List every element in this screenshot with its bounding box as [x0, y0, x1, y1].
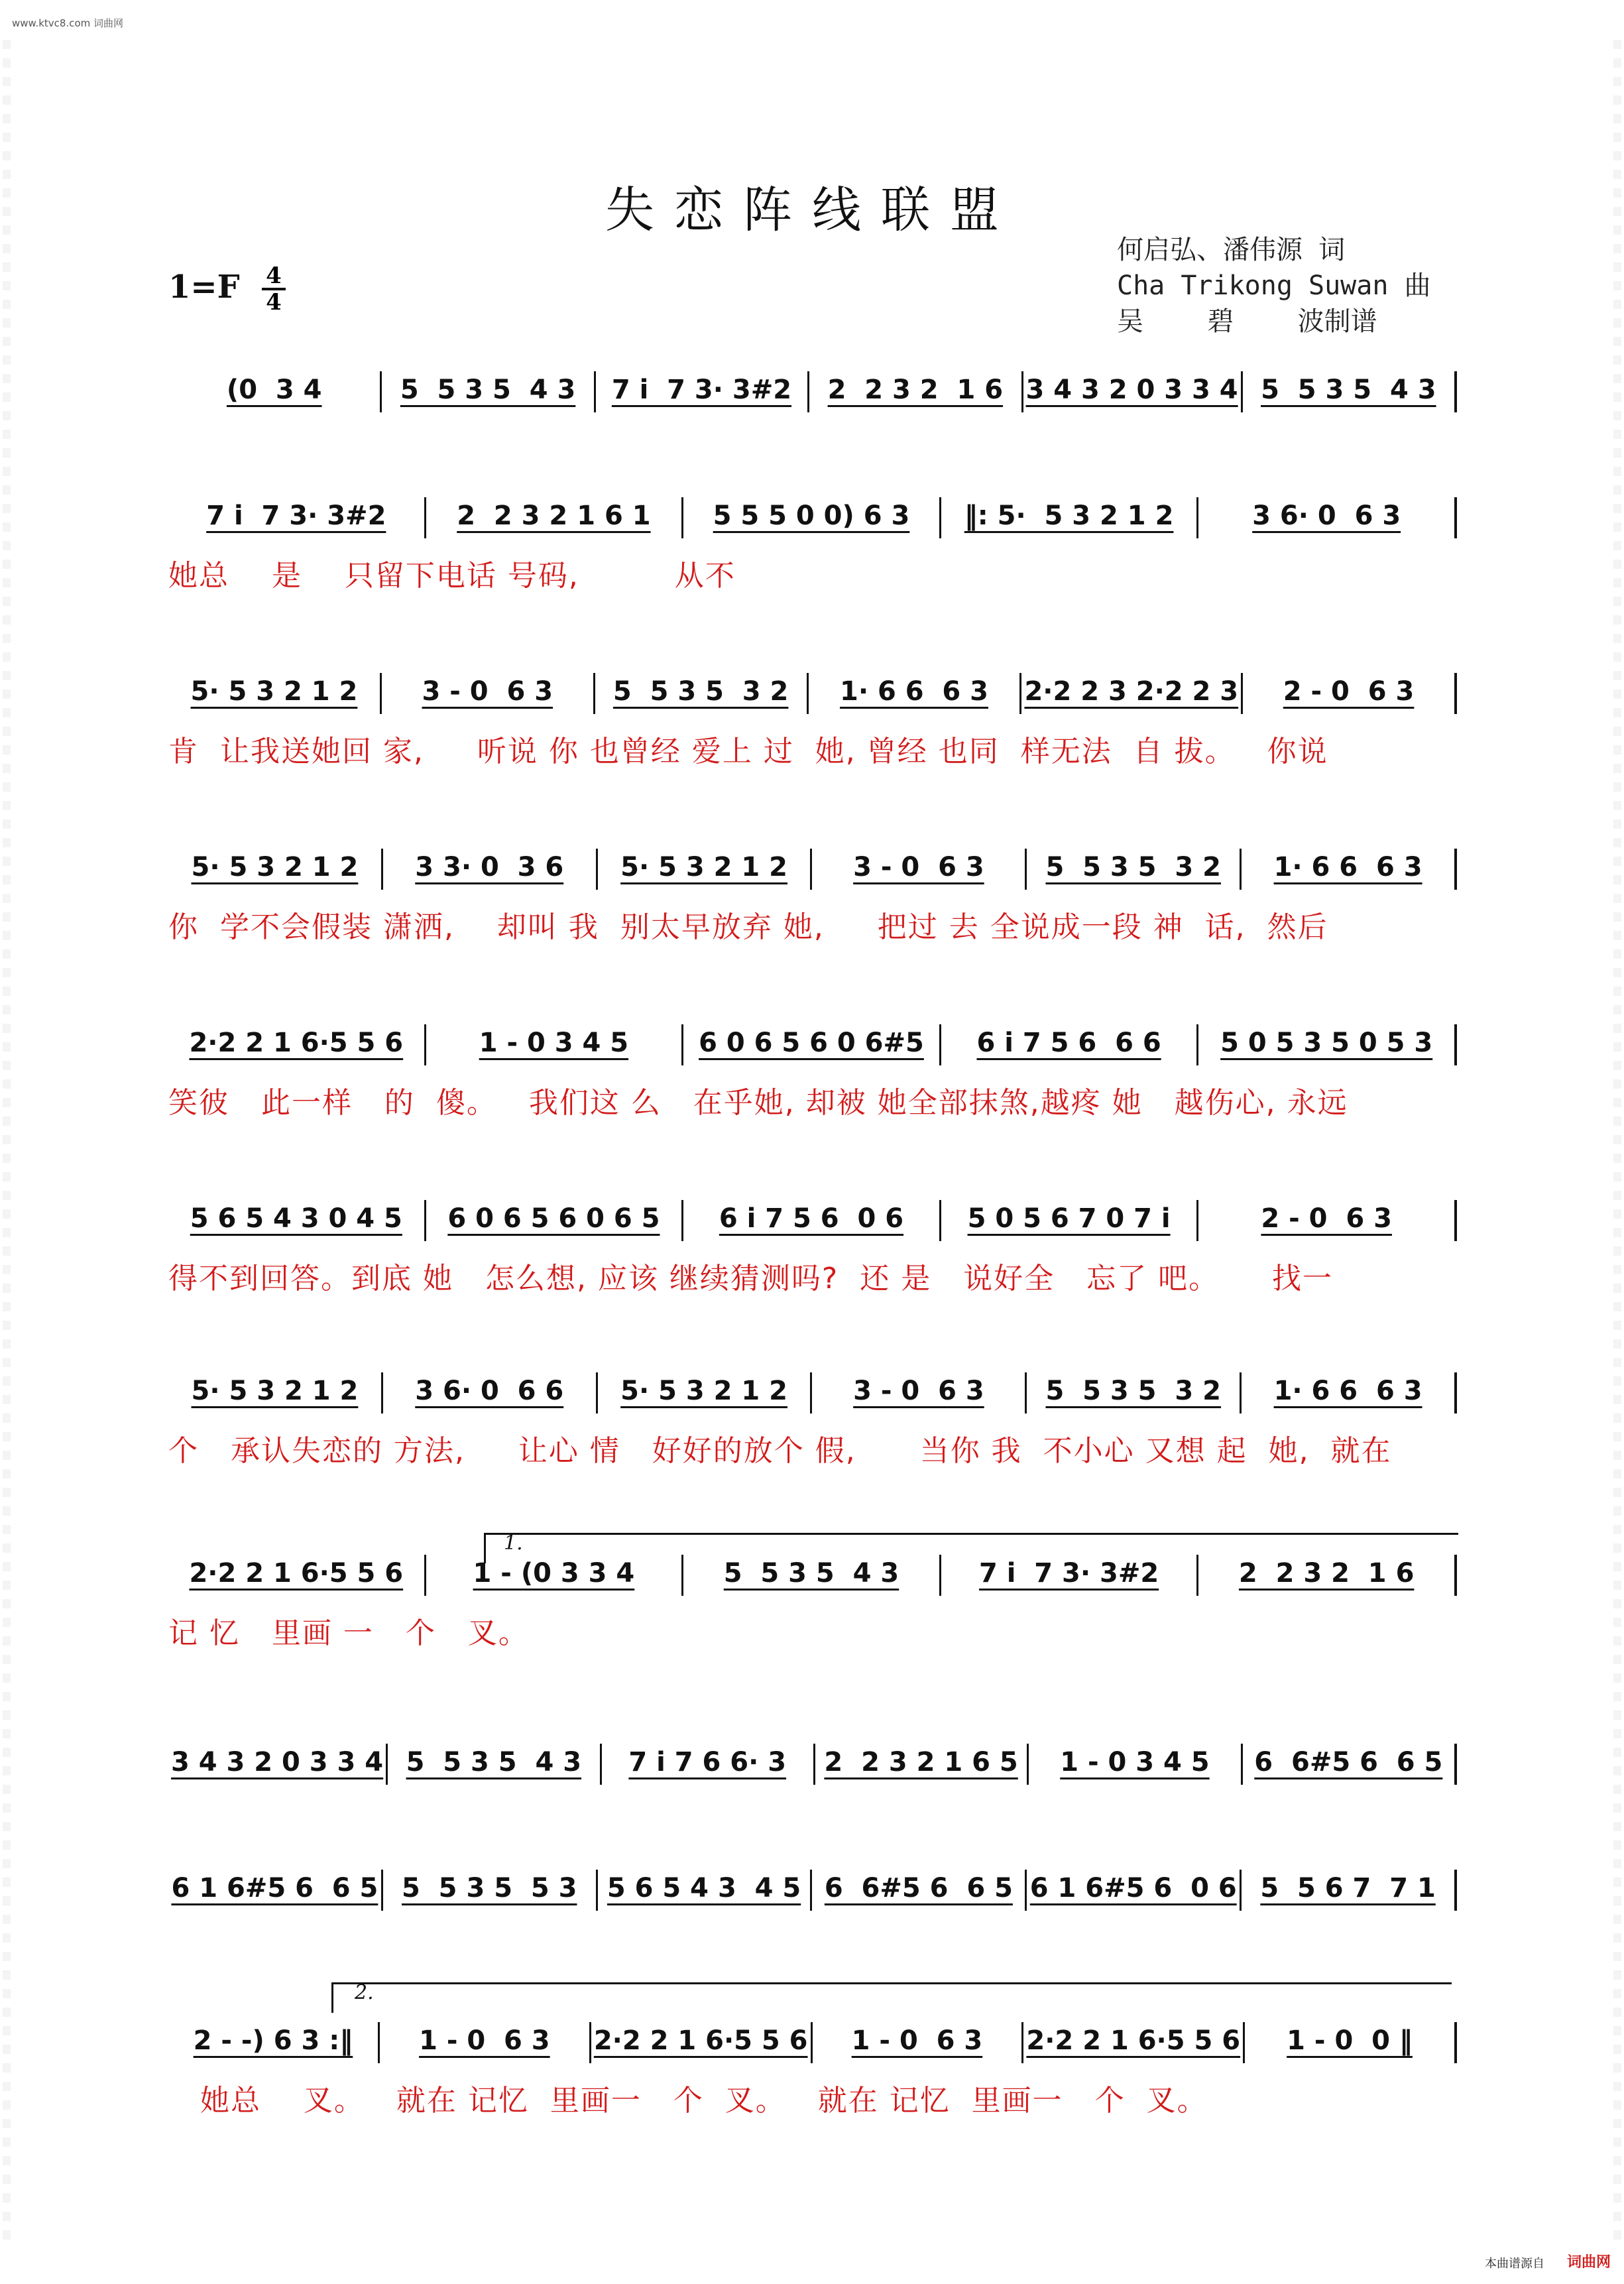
measure: [1027, 1372, 1242, 1413]
measure-notes: 1 - 0 3 4 5: [479, 1028, 629, 1058]
measure: [683, 1024, 941, 1065]
measure: [941, 1024, 1199, 1065]
measure: [168, 371, 382, 412]
credits: [1117, 232, 1430, 339]
measure: [1023, 371, 1243, 412]
measure: [1242, 1372, 1457, 1413]
measure: [1198, 1200, 1457, 1241]
measure-notes: 1 - 0 6 3: [851, 2025, 983, 2056]
measure: [1021, 673, 1243, 714]
measure-notes: 3 6· 0 6 6: [415, 1376, 564, 1406]
notation-line: [168, 1870, 1457, 1909]
measure-notes: 5 5 3 5 4 3: [406, 1747, 582, 1777]
measure-notes: 2 2 3 2 1 6 1: [457, 501, 651, 531]
measure: [812, 1870, 1027, 1911]
measure: [426, 1200, 684, 1241]
measure-notes: 5 5 3 5 4 3: [1261, 375, 1436, 405]
measure: [813, 2022, 1024, 2063]
measure-notes: 5· 5 3 2 1 2: [191, 852, 359, 882]
lyrics-line: 她总 叉。 就在 记忆 里画一 个 叉。 就在 记忆 里画一 个 叉。: [168, 2084, 1208, 2118]
measure: [815, 1744, 1029, 1785]
measure-notes: 5 5 3 5 4 3: [723, 1558, 899, 1589]
measure: [1023, 2022, 1245, 2063]
measure: [683, 1200, 941, 1241]
measure-notes: 5 5 3 5 3 2: [1045, 1376, 1221, 1406]
measure: [1198, 497, 1457, 538]
measure-notes: 3 6· 0 6 3: [1252, 501, 1401, 531]
measure-notes: 6 i 7 5 6 0 6: [719, 1203, 904, 1234]
measure: [812, 1372, 1027, 1413]
measure: [1198, 1555, 1457, 1596]
notation-line: [168, 2022, 1457, 2062]
lyricist-credit: 何启弘、潘伟源 词: [1117, 235, 1346, 265]
lyrics-line: 肯 让我送她回 家, 听说 你 也曾经 爱上 过 她, 曾经 也同 样无法 自 拔。 你说: [168, 735, 1328, 768]
measure-notes: 6 0 6 5 6 0 6 5: [447, 1203, 660, 1234]
time-signature-bottom: 4: [266, 289, 282, 316]
volta-1-number: 1.: [504, 1532, 523, 1555]
measure-notes: 5 0 5 6 7 0 7 i: [967, 1203, 1171, 1234]
notation-line: [168, 1200, 1457, 1240]
measure: [1027, 1870, 1242, 1911]
measure: [1243, 673, 1457, 714]
volta-1-bracket-left: [484, 1533, 486, 1563]
measure: [1243, 1744, 1457, 1785]
notation-line: [168, 1744, 1457, 1783]
measure-notes: 3 - 0 6 3: [853, 1376, 984, 1406]
time-signature-top: 4: [266, 263, 282, 289]
footer-source: 本曲谱源自: [1485, 2257, 1544, 2271]
notation-line: [168, 673, 1457, 713]
measure-notes: 2 2 3 2 1 6 5: [824, 1747, 1018, 1777]
measure-notes: 2·2 2 1 6·5 5 6: [1026, 2025, 1241, 2056]
measure-notes: 3 4 3 2 0 3 3 4: [1025, 375, 1238, 405]
lyrics-line: 你 学不会假装 潇洒, 却叫 我 别太早放弃 她, 把过 去 全说成一段 神 话, 然后: [168, 910, 1328, 944]
measure: [591, 2022, 813, 2063]
composer-credit: Cha Trikong Suwan 曲: [1117, 270, 1431, 301]
measure: [168, 1372, 383, 1413]
measure-notes: 5 5 3 5 5 3: [402, 1873, 577, 1903]
measure-notes: 2 - 0 6 3: [1283, 676, 1415, 707]
measure: [382, 673, 595, 714]
measure: [1243, 371, 1457, 412]
measure-notes: 6 1 6#5 6 0 6: [1029, 1873, 1237, 1903]
measure: [383, 849, 598, 890]
measure-notes: 5· 5 3 2 1 2: [190, 676, 358, 707]
measure-notes: 2 2 3 2 1 6: [827, 375, 1004, 405]
measure-notes: 2 2 3 2 1 6: [1238, 1558, 1415, 1589]
measure: [812, 849, 1027, 890]
measure: [1027, 849, 1242, 890]
measure: [598, 849, 813, 890]
measure-notes: 3 - 0 6 3: [853, 852, 984, 882]
measure-notes: 6 i 7 5 6 6 6: [976, 1028, 1161, 1058]
measure-notes: 7 i 7 3· 3#2: [611, 375, 792, 405]
notation-line: [168, 849, 1457, 888]
lyrics-line: 她总 是 只留下电话 号码, 从不: [168, 559, 736, 593]
measure: [426, 1024, 684, 1065]
time-signature: [261, 264, 287, 314]
measure-notes: 2 - 0 6 3: [1261, 1203, 1392, 1234]
lyrics-line: 得不到回答。到底 她 怎么想, 应该 继续猜测吗? 还 是 说好全 忘了 吧。 找一: [168, 1262, 1334, 1295]
measure-notes: 7 i 7 3· 3#2: [206, 501, 386, 531]
volta-1-bracket: [484, 1533, 1458, 1535]
measure: [1198, 1024, 1457, 1065]
measure-notes: 5 5 3 5 4 3: [400, 375, 576, 405]
song-title: 失恋阵线联盟: [605, 182, 1019, 239]
measure: [1245, 2022, 1457, 2063]
measure-notes: 6 0 6 5 6 0 6#5: [699, 1028, 924, 1058]
measure: [168, 1024, 426, 1065]
measure-notes: 1 - 0 0 ‖: [1287, 2025, 1413, 2056]
right-margin-watermark: [1613, 40, 1621, 2241]
volta-2-bracket: [331, 1982, 1452, 1984]
measure-notes: 7 i 7 6 6· 3: [628, 1747, 787, 1777]
measure: [380, 2022, 591, 2063]
measure: [809, 673, 1022, 714]
measure: [683, 1555, 941, 1596]
measure: [941, 497, 1199, 538]
measure: [426, 1555, 684, 1596]
measure-notes: 2 - -) 6 3 :‖: [193, 2025, 353, 2056]
measure-notes: 5 6 5 4 3 0 4 5: [190, 1203, 402, 1234]
footer-logo[interactable]: 词曲网: [1566, 2254, 1611, 2271]
measure: [168, 1555, 426, 1596]
measure-notes: 6 1 6#5 6 6 5: [171, 1873, 378, 1903]
measure: [168, 2022, 380, 2063]
measure: [598, 1372, 813, 1413]
measure: [168, 1200, 426, 1241]
measure-notes: 2·2 2 1 6·5 5 6: [189, 1558, 404, 1589]
measure: [602, 1744, 815, 1785]
measure-notes: 6 6#5 6 6 5: [824, 1873, 1013, 1903]
measure-notes: 1 - 0 6 3: [419, 2025, 550, 2056]
measure: [1242, 849, 1457, 890]
measure-notes: (0 3 4: [226, 375, 322, 405]
measure-notes: 5· 5 3 2 1 2: [620, 1376, 787, 1406]
measure: [168, 497, 426, 538]
left-margin-watermark: [3, 40, 11, 2241]
measure-notes: 5· 5 3 2 1 2: [620, 852, 787, 882]
measure: [388, 1744, 601, 1785]
measure-notes: 2·2 2 1 6·5 5 6: [189, 1028, 404, 1058]
measure: [683, 497, 941, 538]
measure-notes: 2·2 2 3 2·2 2 3: [1024, 676, 1239, 707]
measure-notes: 5 5 5 0 0) 6 3: [713, 501, 910, 531]
volta-2-bracket-left: [331, 1982, 333, 2013]
measure: [383, 1870, 598, 1911]
measure-notes: 5 5 6 7 7 1: [1260, 1873, 1436, 1903]
measure: [941, 1200, 1199, 1241]
measure: [383, 1372, 598, 1413]
measure: [598, 1870, 813, 1911]
measure: [168, 673, 382, 714]
notation-line: [168, 1372, 1457, 1412]
measure-notes: 2·2 2 1 6·5 5 6: [593, 2025, 808, 2056]
measure-notes: 7 i 7 3· 3#2: [978, 1558, 1159, 1589]
volta-2-number: 2.: [355, 1981, 374, 2004]
measure-notes: 1 - 0 3 4 5: [1060, 1747, 1210, 1777]
measure: [1242, 1870, 1457, 1911]
notation-line: [168, 371, 1457, 411]
measure-notes: 3 4 3 2 0 3 3 4: [171, 1747, 384, 1777]
measure-notes: 5· 5 3 2 1 2: [191, 1376, 359, 1406]
measure: [595, 673, 809, 714]
measure: [168, 1744, 388, 1785]
measure: [426, 497, 684, 538]
measure-notes: 1 - (0 3 3 4: [473, 1558, 635, 1589]
measure-notes: 1· 6 6 6 3: [1273, 1376, 1422, 1406]
measure-notes: 5 6 5 4 3 4 5: [607, 1873, 801, 1903]
measure: [941, 1555, 1199, 1596]
measure-notes: 3 3· 0 3 6: [415, 852, 564, 882]
measure: [168, 1870, 383, 1911]
lyrics-line: 记 忆 里画 一 个 叉。: [168, 1616, 529, 1650]
measure: [596, 371, 809, 412]
measure-notes: 3 - 0 6 3: [422, 676, 553, 707]
key-signature: 1=F: [168, 269, 240, 306]
measure: [382, 371, 595, 412]
measure-notes: 5 5 3 5 3 2: [1045, 852, 1221, 882]
measure-notes: 1· 6 6 6 3: [1273, 852, 1422, 882]
measure-notes: 1· 6 6 6 3: [840, 676, 988, 707]
measure: [1029, 1744, 1242, 1785]
measure-notes: 5 5 3 5 3 2: [612, 676, 789, 707]
measure: [809, 371, 1023, 412]
notation-line: [168, 497, 1457, 537]
lyrics-line: 个 承认失恋的 方法, 让心 情 好好的放个 假, 当你 我 不小心 又想 起 她, 就在: [168, 1434, 1392, 1468]
measure-notes: 5 0 5 3 5 0 5 3: [1220, 1028, 1433, 1058]
lyrics-line: 笑彼 此一样 的 傻。 我们这 么 在乎她, 却被 她全部抹煞,越疼 她 越伤心, 永远: [168, 1086, 1348, 1120]
notation-line: [168, 1024, 1457, 1064]
measure-notes: ‖: 5· 5 3 2 1 2: [964, 501, 1174, 531]
notation-line: [168, 1555, 1457, 1594]
arranger-credit: 吴 碧 波制谱: [1117, 306, 1377, 337]
measure: [168, 849, 383, 890]
measure-notes: 6 6#5 6 6 5: [1254, 1747, 1443, 1777]
site-url[interactable]: www.ktvc8.com 词曲网: [12, 17, 124, 29]
